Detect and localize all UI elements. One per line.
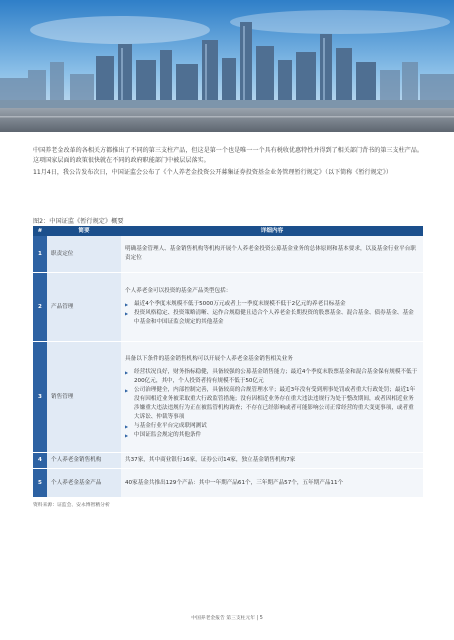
row-number: 2: [33, 273, 47, 342]
table-row: [33, 342, 423, 453]
row-category: 个人养老金基金产品: [47, 469, 121, 498]
intro-paragraph-1: 中国养老金改革的各相关方都推出了不同的第三支柱产品，但这是第一个也是唯一一个具有税收优惠特性并得到了相关部门背书的第三支柱产品。这项国家层面的政策很快就在不同的政府职能部门中被层层落实。: [33, 147, 423, 164]
list-item: ▶ 中国证监会规定的其他条件: [125, 431, 419, 440]
list-item: ▶ 与基金行业平台完成联网测试: [125, 422, 419, 431]
list-item: ▶ 公司治理健全，内部控制完善，具备较高的合规管理水平；最近3年没有受到刑事处罚或者重大行政处罚；最近1年没有因相近业务被采取重大行政监管措施；没有因相近业务存在重大违法违规行为处于整改期间，或者因相近业务涉嫌重大违法违规行为正在被监管机构调查；不存在已经影响或者可能影响公司正常经营的重大变更事项，或者重大诉讼、仲裁等事项: [125, 386, 419, 422]
page-footer: 中国养老金报告 第三支柱元年 | 5: [191, 616, 263, 621]
header-detail: 详细内容: [121, 226, 423, 236]
source-note: 资料来源：证监会、安永博智精分析: [33, 503, 110, 508]
table-row: [33, 273, 423, 342]
row-detail-intro: 个人养老金可以投资的基金产品类型包括：: [125, 288, 232, 294]
header-number: #: [33, 226, 47, 236]
list-item: ▶ 最近4个季度末规模不低于5000万元或者上一季度末规模不低于2亿元的养老目标基金: [125, 300, 419, 309]
row-category: 个人养老金销售机构: [47, 453, 121, 469]
table-header-row: [33, 226, 423, 236]
city-skyline-banner: [0, 0, 454, 132]
table-row: [33, 453, 423, 469]
row-detail: 明确基金管理人、基金销售机构等机构开展个人养老金投资公募基金业务的总体原则和基本要求，以及基金行业平台职责定位: [121, 236, 423, 273]
intro-paragraph-2: 11月4日，我公告发布次日，中国证监会公布了《个人养老金投资公开募集证券投资基金业务管理暂行规定》（以下简称《暂行规定》）: [33, 169, 392, 176]
intro-text: [33, 146, 423, 180]
row-detail: 共37家，其中商业银行16家，证券公司14家，独立基金销售机构7家: [121, 453, 423, 469]
row-number: 3: [33, 342, 47, 453]
list-item: ▶ 经营状况良好，财务指标稳健，具备较强的公募基金销售能力；最近4个季度末股票基金和混合基金保有规模不低于200亿元，其中，个人投资者持有规模不低于50亿元: [125, 368, 419, 386]
table-row: [33, 469, 423, 498]
row-number: 1: [33, 236, 47, 273]
row-detail: [121, 273, 423, 342]
list-item: ▶ 投资风格稳定、投资策略清晰、运作合规稳健且适合个人养老金长期投资的股票基金、混合基金、债券基金、基金中基金和中国证监会规定的其他基金: [125, 309, 419, 327]
figure-caption: 图2：中国证监《暂行规定》概要: [33, 218, 124, 225]
row-detail: [121, 342, 423, 453]
row-category: 职责定位: [47, 236, 121, 273]
regulation-summary-table: [33, 226, 423, 498]
table-row: [33, 236, 423, 273]
header-summary: 简要: [47, 226, 121, 236]
row-number: 4: [33, 453, 47, 469]
row-category: 销售管理: [47, 342, 121, 453]
row-detail: 40家基金共推出129个产品：其中一年期产品61个，三年期产品57个，五年期产品11个: [121, 469, 423, 498]
row-number: 5: [33, 469, 47, 498]
row-detail-intro: 具备以下条件的基金销售机构可以开展个人养老金基金销售相关业务: [125, 355, 293, 362]
row-category: 产品管理: [47, 273, 121, 342]
